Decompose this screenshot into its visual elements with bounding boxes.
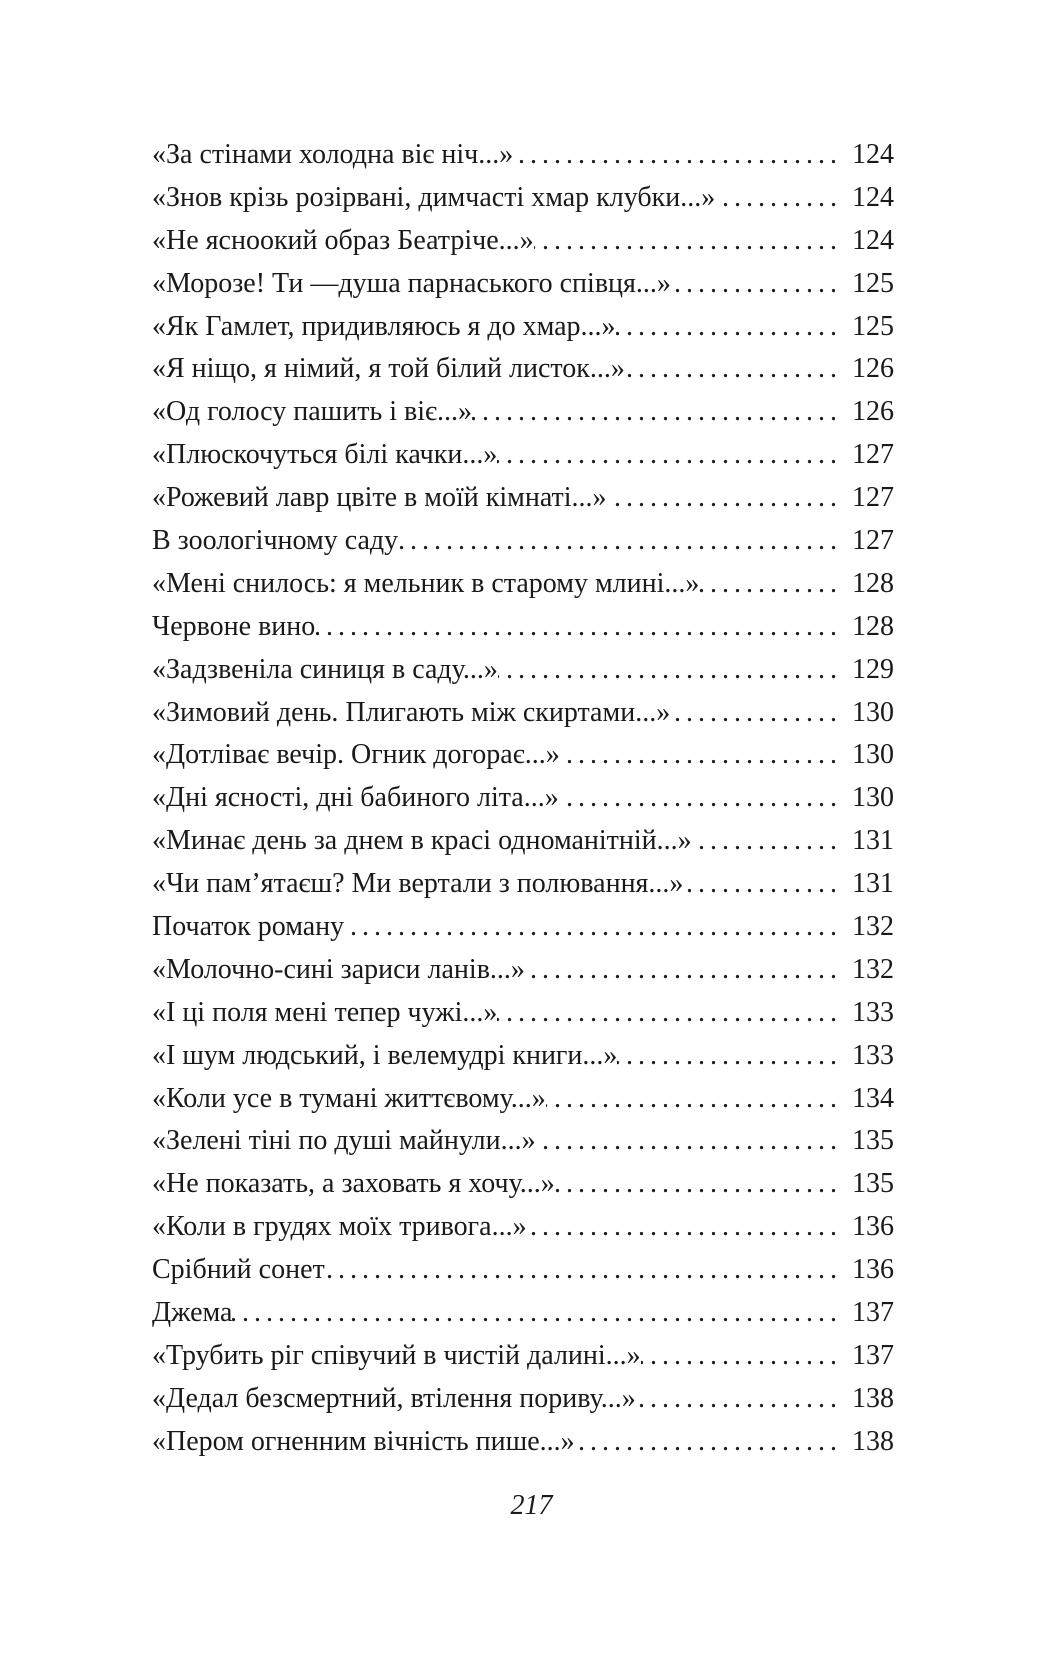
dot-leader (636, 1378, 846, 1421)
toc-entry-page: 138 (852, 1382, 894, 1414)
toc-entry-page: 137 (852, 1339, 894, 1371)
toc-entry (152, 348, 894, 391)
dot-leader (398, 520, 846, 563)
toc-entry (152, 1249, 894, 1292)
toc-entry-title: Срібний сонет (152, 1254, 325, 1286)
toc-entry-title: «Коли усе в тумані життєвому...» (152, 1082, 546, 1114)
toc-entry-title: «Трубить ріг співучий в чистій далині...» (152, 1339, 641, 1371)
toc-entry (152, 1120, 894, 1163)
toc-entry-title: «І шум людський, і велемудрі книги...» (152, 1039, 618, 1071)
toc-entry (152, 1292, 894, 1335)
dot-leader (546, 1078, 846, 1121)
dot-leader (607, 477, 846, 520)
dot-leader (670, 692, 846, 735)
toc-entry-page: 127 (852, 439, 894, 471)
dot-leader (692, 820, 846, 863)
toc-entry (152, 606, 894, 649)
toc-entry (152, 177, 894, 220)
dot-leader (575, 1421, 846, 1464)
dot-leader (232, 1292, 846, 1335)
toc-entry (152, 906, 894, 949)
toc-entry-title: «Молочно-сині зариси ланів...» (152, 953, 525, 985)
dot-leader (472, 391, 846, 434)
toc-entry-page: 133 (852, 996, 894, 1028)
toc-entry-page: 134 (852, 1082, 894, 1114)
toc-entry-title: «Зимовий день. Плигають між скиртами...» (152, 696, 671, 728)
toc-entry-title: «Дотліває вечір. Огник догорає...» (152, 739, 560, 771)
toc-entry-page: 136 (852, 1211, 894, 1243)
toc-entry (152, 1035, 894, 1078)
toc-entry-title: «Не ясноокий образ Беатріче...» (152, 224, 534, 256)
toc-entry-title: «Я ніщо, я німий, я той білий листок...» (152, 353, 625, 385)
toc-entry-page: 124 (852, 139, 894, 170)
toc-entry-title: «Минає день за днем в красі одноманітній...» (152, 825, 692, 857)
toc-entry (152, 563, 894, 606)
toc-entry (152, 692, 894, 735)
toc-entry-title: «Плюскочуться білі качки...» (152, 439, 498, 471)
toc-entry (152, 1335, 894, 1378)
toc-entry-page: 133 (852, 1039, 894, 1071)
toc-entry (152, 949, 894, 992)
toc-entry-page: 130 (852, 739, 894, 771)
toc-entry (152, 992, 894, 1035)
toc-entry-title: «І ці поля мені тепер чужі...» (152, 996, 498, 1028)
dot-leader (616, 306, 846, 349)
toc-entry-page: 130 (852, 782, 894, 814)
toc-entry (152, 1206, 894, 1249)
toc-entry-page: 130 (852, 696, 894, 728)
toc-entry-title: «Мені снилось: я мельник в старому млині...» (152, 567, 700, 599)
toc-entry-page: 128 (852, 610, 894, 642)
toc-entry-page: 124 (852, 224, 894, 256)
toc-entry-page: 131 (852, 868, 894, 900)
toc-entry-page: 125 (852, 310, 894, 342)
toc-entry-page: 124 (852, 181, 894, 213)
toc-entry-title: «Задзвеніла синиця в саду...» (152, 653, 498, 685)
toc-entry (152, 477, 894, 520)
dot-leader (513, 134, 846, 177)
toc-entry (152, 220, 894, 263)
dot-leader (555, 1163, 846, 1206)
toc-entry (152, 1163, 894, 1206)
toc-entry (152, 1078, 894, 1121)
toc-entry-page: 126 (852, 353, 894, 385)
toc-entry-title: «Дедал безсмертний, втілення пориву...» (152, 1382, 636, 1414)
toc-entry-page: 137 (852, 1297, 894, 1329)
table-of-contents (152, 134, 894, 1464)
toc-entry-title: «Од голосу пашить і віє...» (152, 396, 473, 428)
toc-entry-page: 129 (852, 653, 894, 685)
dot-leader (560, 734, 846, 777)
toc-entry-page: 138 (852, 1425, 894, 1457)
toc-entry (152, 434, 894, 477)
toc-entry-page: 136 (852, 1254, 894, 1286)
toc-entry-title: «Дні ясності, дні бабиного літа...» (152, 782, 559, 814)
dot-leader (315, 606, 846, 649)
dot-leader (527, 1206, 846, 1249)
dot-leader (534, 220, 846, 263)
dot-leader (641, 1335, 846, 1378)
toc-entry-page: 131 (852, 825, 894, 857)
dot-leader (525, 949, 846, 992)
toc-entry-title: Початок роману (152, 911, 345, 943)
toc-entry (152, 777, 894, 820)
toc-entry-title: «Чи пам’ятаєш? Ми вертали з полювання...» (152, 868, 684, 900)
dot-leader (536, 1120, 846, 1163)
dot-leader (671, 263, 846, 306)
toc-entry-title: «Рожевий лавр цвіте в моїй кімнаті...» (152, 482, 607, 514)
toc-entry-title: Червоне вино (152, 610, 316, 642)
toc-entry-page: 126 (852, 396, 894, 428)
dot-leader (497, 992, 846, 1035)
toc-entry-title: «За стінами холодна віє ніч...» (152, 139, 514, 170)
toc-entry-page: 125 (852, 267, 894, 299)
dot-leader (715, 177, 846, 220)
toc-entry (152, 134, 894, 177)
toc-entry-page: 135 (852, 1168, 894, 1200)
toc-entry-title: «Не показать, а заховать я хочу...» (152, 1168, 555, 1200)
toc-entry-title: «Знов крізь розірвані, димчасті хмар клубки...» (152, 181, 716, 213)
dot-leader (625, 348, 846, 391)
toc-entry (152, 520, 894, 563)
toc-entry-title: «Пером огненним вічність пише...» (152, 1425, 575, 1457)
toc-entry-title: «Як Гамлет, придивляюсь я до хмар...» (152, 310, 616, 342)
dot-leader (683, 863, 846, 906)
toc-entry (152, 649, 894, 692)
toc-entry (152, 1378, 894, 1421)
page-number: 217 (510, 1490, 553, 1521)
toc-entry (152, 306, 894, 349)
toc-entry-page: 128 (852, 567, 894, 599)
toc-entry-page: 127 (852, 525, 894, 557)
dot-leader (559, 777, 846, 820)
toc-entry-title: Джема (152, 1297, 233, 1329)
dot-leader (344, 906, 846, 949)
toc-entry-title: «Морозе! Ти —душа парнаського співця...» (152, 267, 671, 299)
dot-leader (498, 649, 846, 692)
toc-entry (152, 863, 894, 906)
dot-leader (497, 434, 846, 477)
toc-entry (152, 263, 894, 306)
toc-entry (152, 734, 894, 777)
toc-entry-title: «Коли в грудях моїх тривога...» (152, 1211, 527, 1243)
dot-leader (325, 1249, 846, 1292)
dot-leader (617, 1035, 846, 1078)
toc-entry-page: 132 (852, 953, 894, 985)
toc-entry-title: В зоологічному саду (152, 525, 399, 557)
toc-entry (152, 1421, 894, 1464)
toc-entry-page: 132 (852, 911, 894, 943)
toc-entry-title: «Зелені тіні по душі майнули...» (152, 1125, 536, 1157)
dot-leader (699, 563, 846, 606)
toc-entry-page: 135 (852, 1125, 894, 1157)
toc-entry-page: 127 (852, 482, 894, 514)
toc-entry (152, 820, 894, 863)
toc-entry (152, 391, 894, 434)
